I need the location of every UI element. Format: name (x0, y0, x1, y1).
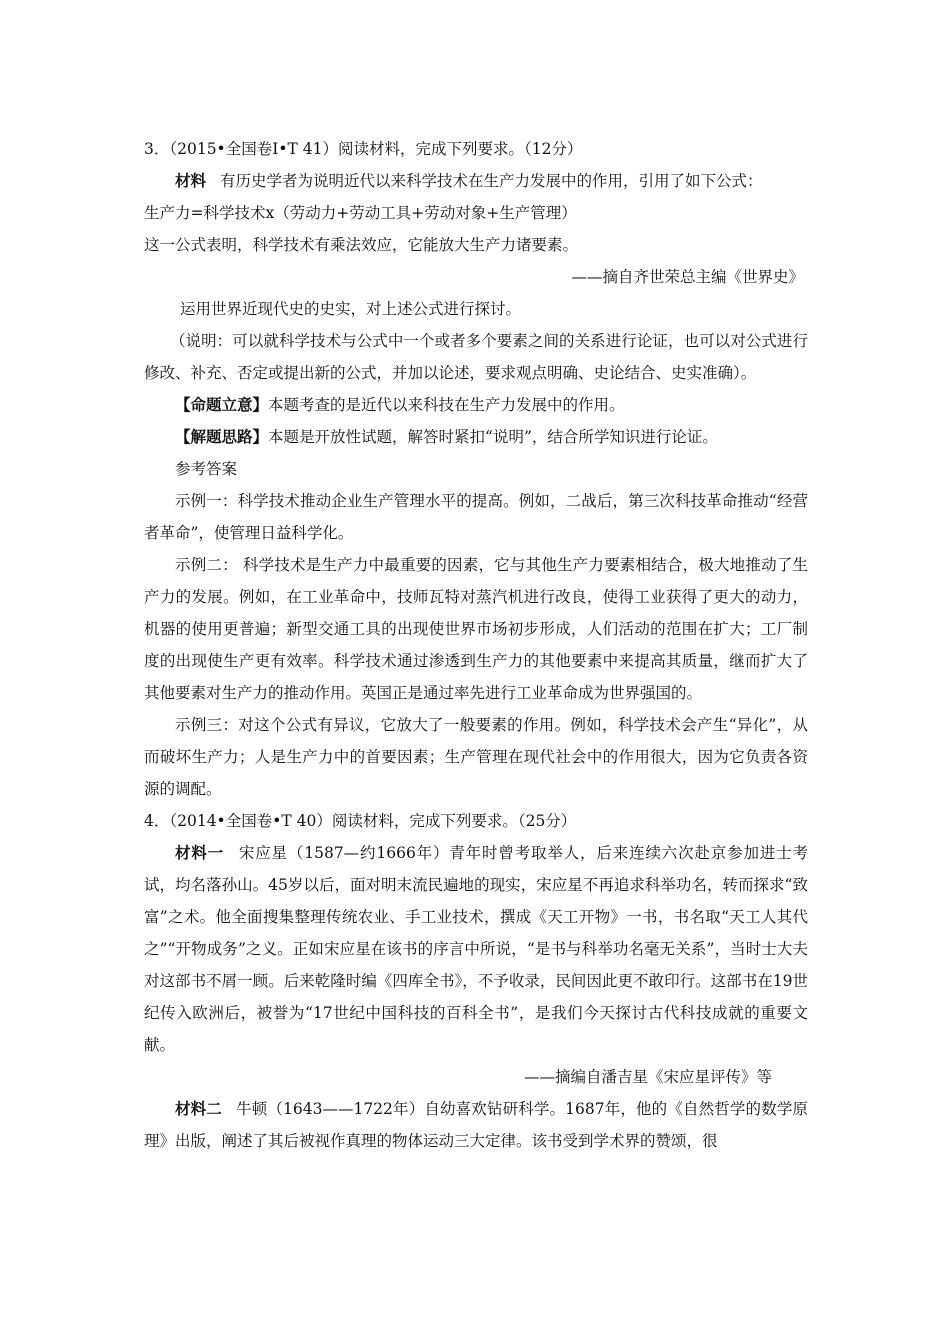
q3-approach-text: 本题是开放性试题，解答时紧扣“说明”，结合所学知识进行论证。 (268, 428, 718, 446)
q3-note: （说明：可以就科学技术与公式中一个或者多个要素之间的关系进行论证，也可以对公式进行修改、补充、否定或提出新的公式，并加以论述，要求观点明确、史论结合、史实准确）。 (144, 332, 808, 382)
q3-answer-title: 参考答案 (175, 460, 238, 478)
q3-example-2: 示例二： 科学技术是生产力中最重要的因素，它与其他生产力要素相结合，极大地推动了生产力的发展。例如，在工业革命中，技师瓦特对蒸汽机进行改良，使得工业获得了更大的动力，机器的使用更普遍；新型交通工具的出现使世界市场初步形成，人们活动的范围在扩大；工厂制度的出现使生产更有效率。科学技术通过渗透到生产力的其他要素中来提高其质量，继而扩大了其他要素对生产力的推动作用。英国正是通过率先进行工业革命成为世界强国的。 (144, 556, 808, 702)
question-4-header: 4．（2014•全国卷•T 40）阅读材料，完成下列要求。（25分） (144, 812, 577, 830)
question-3-header: 3．（2015•全国卷Ⅰ•T 41）阅读材料，完成下列要求。（12分） (144, 140, 583, 158)
q3-material-label: 材料 (175, 171, 207, 190)
q4-material-1 (144, 837, 808, 1061)
q3-intent (144, 389, 808, 421)
q3-intent-text: 本题考查的是近代以来科技在生产力发展中的作用。 (268, 396, 625, 414)
q4-material-2 (144, 1093, 808, 1157)
q3-intent-label: 【命题立意】 (175, 395, 269, 414)
q4-material-2-label: 材料二 (175, 1099, 222, 1118)
document-body (144, 133, 808, 1157)
q3-example-3: 示例三：对这个公式有异议，它放大了一般要素的作用。例如，科学技术会产生“异化”，从而破坏生产力；人是生产力中的首要因素；生产管理在现代社会中的作用很大，因为它负责各资源的调配。 (144, 716, 808, 798)
q4-material-1-label: 材料一 (175, 843, 225, 862)
q3-formula-note: 这一公式表明，科学技术有乘法效应，它能放大生产力诸要素。 (144, 236, 579, 254)
q3-example-1: 示例一：科学技术推动企业生产管理水平的提高。例如，二战后，第三次科技革命推动“经营者革命”，使管理日益科学化。 (144, 492, 808, 542)
q4-material-1-text: 宋应星（1587—约1666年）青年时曾考取举人，后来连续六次赴京参加进士考试，均名落孙山。45岁以后，面对明末流民遍地的现实，宋应星不再追求科举功名，转而探求“致富”之术。他全面搜集整理传统农业、手工业技术，撰成《天工开物》一书，书名取“天工人其代之”“开物成务”之义。正如宋应星在该书的序言中所说，“是书与科举功名毫无关系”，当时士大夫对这部书不屑一顾。后来乾隆时编《四库全书》，不予收录，民间因此更不敢印行。这部书在19世纪传入欧洲后，被誉为“17世纪中国科技的百科全书”，是我们今天探讨古代科技成就的重要文献。 (144, 844, 808, 1054)
q3-approach (144, 421, 808, 453)
q3-task: 运用世界近现代史的史实，对上述公式进行探讨。 (180, 300, 522, 318)
q4-source-1: ——摘编自潘吉星《宋应星评传》等 (523, 1068, 772, 1086)
q3-formula: 生产力=科学技术x（劳动力+劳动工具+劳动对象+生产管理） (144, 204, 577, 222)
q3-source: ——摘自齐世荣总主编《世界史》 (571, 268, 804, 286)
q3-approach-label: 【解题思路】 (175, 427, 269, 446)
q3-material (144, 165, 808, 197)
q3-material-text: 有历史学者为说明近代以来科学技术在生产力发展中的作用，引用了如下公式： (220, 172, 763, 190)
q4-material-2-text: 牛顿（1643——1722年）自幼喜欢钻研科学。1687年，他的《自然哲学的数学原理》出版，阐述了其后被视作真理的物体运动三大定律。该书受到学术界的赞颂，很 (144, 1100, 808, 1150)
